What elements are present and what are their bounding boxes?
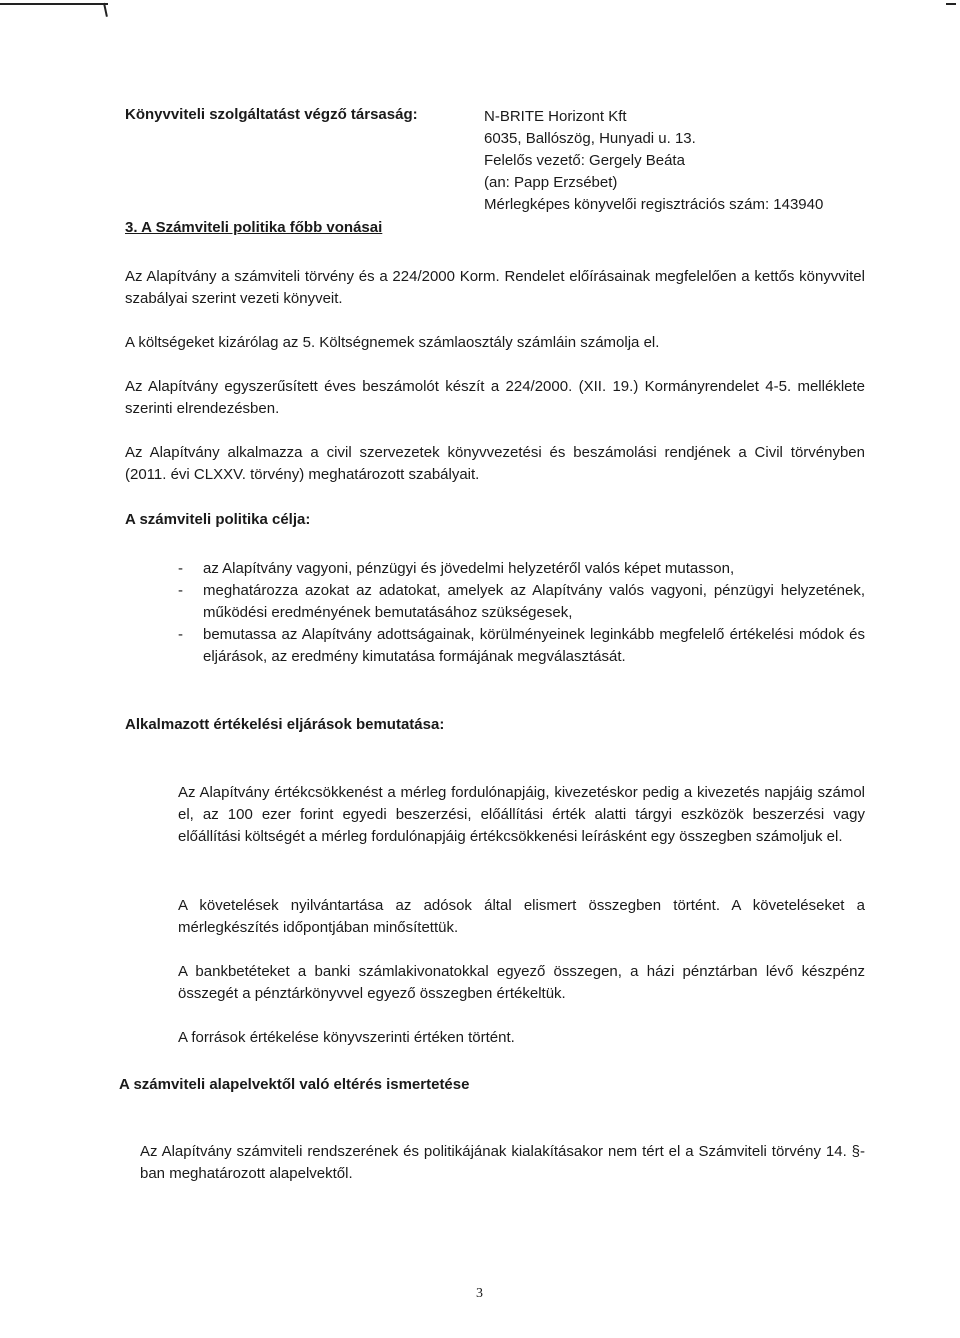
goal-bullet [178,558,865,580]
bullet-dash: - [178,626,183,643]
paragraph-sources: A források értékelése könyvszerinti értéken történt. [178,1029,515,1046]
bullet-dash: - [178,582,183,599]
company-manager-mother: (an: Papp Erzsébet) [484,174,618,191]
paragraph-receivables: A követelések nyilvántartása az adósok által elismert összegben történt. A követeléseket a mérlegkészítés időpontjában minősítettük. [178,897,865,936]
paragraph-report: Az Alapítvány egyszerűsített éves beszámolót készít a 224/2000. (XII. 19.) Kormányrendelet 4-5. melléklete szerinti elrendezésben. [125,378,865,417]
paragraph-accounting-law: Az Alapítvány a számviteli törvény és a 224/2000 Korm. Rendelet előírásainak megfelelően a kettős könyvvitel szabályai szerint vezeti könyveit. [125,268,865,307]
scan-edge-mark [946,3,956,5]
scan-corner-mark [0,0,120,20]
company-manager: Felelős vezető: Gergely Beáta [484,152,685,169]
goal-bullet [178,580,865,624]
goal-heading: A számviteli politika célja: [125,511,311,528]
paragraph-deviation: Az Alapítvány számviteli rendszerének és politikájának kialakításakor nem tért el a Számviteli törvény 14. §-ban meghatározott alapelvektől. [140,1143,865,1182]
goal-bullet [178,624,865,668]
valuation-heading: Alkalmazott értékelési eljárások bemutatása: [125,716,445,733]
goal-bullet-text: az Alapítvány vagyoni, pénzügyi és jövedelmi helyzetéről valós képet mutasson, [203,560,735,577]
goal-bullet-text: meghatározza azokat az adatokat, amelyek az Alapítvány valós vagyoni, pénzügyi helyzetének, működési eredményének bemutatásához szükségesek, [203,582,865,621]
paragraph-costs: A költségeket kizárólag az 5. Költségnemek számlaosztály számláin számolja el. [125,334,660,351]
paragraph-civil-law: Az Alapítvány alkalmazza a civil szervezetek könyvvezetési és beszámolási rendjének a Civil törvényben (2011. évi CLXXV. törvény) meghatározott szabályait. [125,444,865,483]
page-number: 3 [476,1286,483,1301]
bullet-dash: - [178,560,183,577]
goal-bullet-text: bemutassa az Alapítvány adottságainak, körülményeinek leginkább megfelelő értékelési módok és eljárások, az eredmény kimutatása formájának megválasztását. [203,626,865,665]
company-registration: Mérlegképes könyvelői regisztrációs szám: 143940 [484,196,824,213]
company-label: Könyvviteli szolgáltatást végző társaság: [125,106,418,123]
company-info [484,106,823,216]
company-name: N-BRITE Horizont Kft [484,108,627,125]
paragraph-bank-deposits: A bankbetéteket a banki számlakivonatokkal egyező összegen, a házi pénztárban lévő készpénz összegét a pénztárkönyvvel egyező összegben értékeltük. [178,963,865,1002]
section-title: 3. A Számviteli politika főbb vonásai [125,219,383,236]
deviation-heading: A számviteli alapelvektől való eltérés ismertetése [119,1076,470,1093]
paragraph-depreciation: Az Alapítvány értékcsökkenést a mérleg fordulónapjáig, kivezetéskor pedig a kivezetés napjáig számol el, az 100 ezer forint egyedi beszerzési, előállítási érték alatti tárgyi eszközök beszerzési vagy előállítási költségét a mérleg fordulónapjáig értékcsökkenési leírásként egy összegben számoljuk el. [178,784,865,845]
company-address: 6035, Ballószög, Hunyadi u. 13. [484,130,696,147]
